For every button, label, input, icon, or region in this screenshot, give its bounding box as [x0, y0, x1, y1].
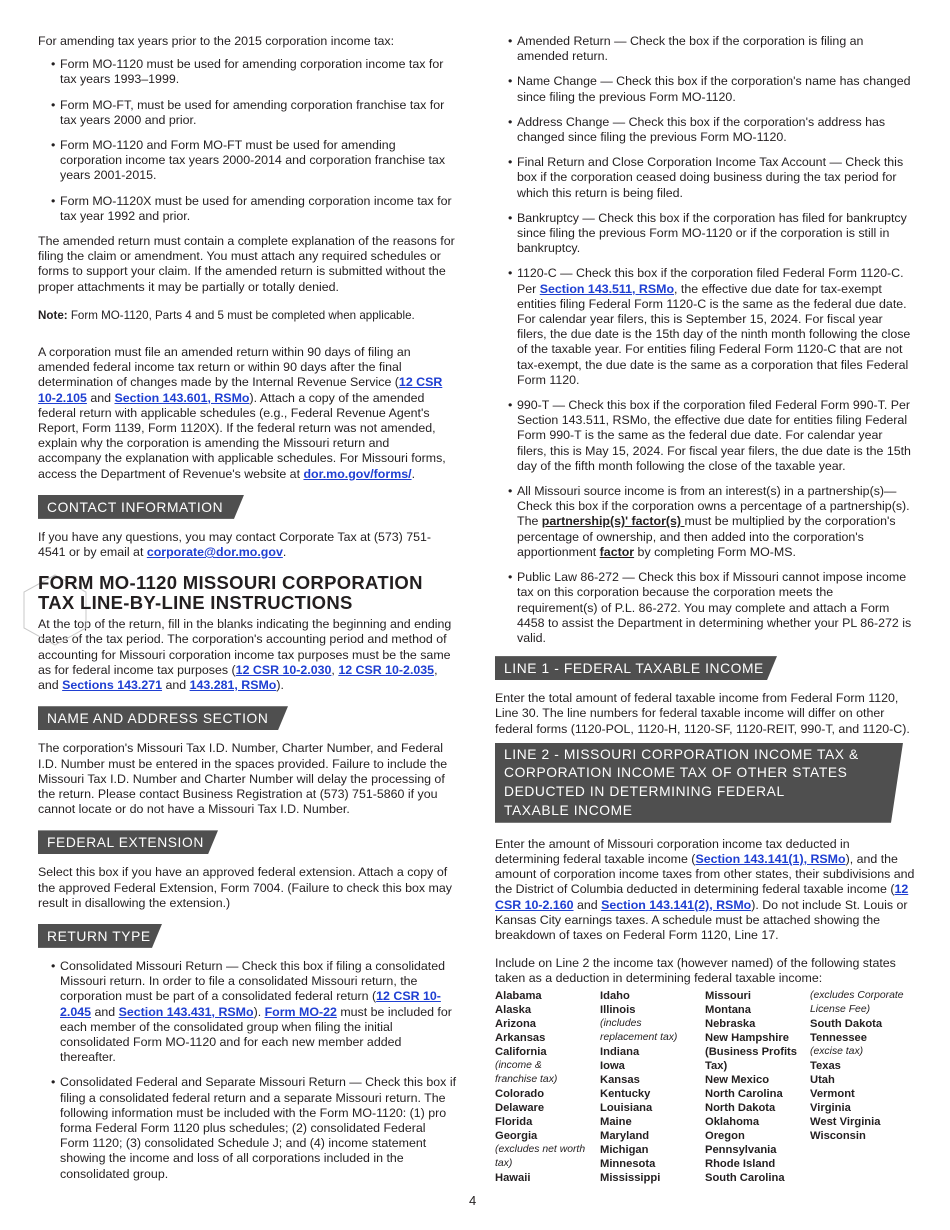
left-column	[38, 34, 456, 1192]
link-12csr10-2160[interactable]: 12 CSR 10-2.160	[495, 882, 909, 912]
state-name: Minnesota	[600, 1157, 656, 1170]
state-name: (Business Profits	[705, 1045, 798, 1058]
state-name: Oklahoma	[705, 1115, 760, 1128]
contact-paragraph: If you have any questions, you may contact Corporate Tax at (573) 751-4541 or by email at corporate@dor.mo.gov.	[38, 529, 432, 560]
state-name: Alabama	[495, 989, 542, 1002]
right-column	[495, 34, 915, 1185]
state-name: Texas	[810, 1059, 841, 1072]
state-name: Indiana	[600, 1045, 640, 1058]
state-note: (excludes net worth	[495, 1143, 586, 1155]
title-block	[38, 573, 456, 613]
state-name: Wisconsin	[810, 1129, 866, 1142]
state-name: California	[495, 1045, 547, 1058]
federal-extension-paragraph: Select this box if you have an approved federal extension. Attach a copy of the approved Federal Extension, Form 7004. (Failure to check this box may result in disallowing the extension.)	[38, 865, 452, 910]
link-section-143511[interactable]: Section 143.511, RSMo	[539, 281, 675, 296]
list-item: • Form MO-1120X must be used for amending corporation income tax for tax year 1992 and prior.	[51, 193, 452, 223]
state-name: Michigan	[600, 1143, 649, 1156]
federal-extension-header: FEDERAL EXTENSION	[38, 830, 456, 854]
state-note: franchise tax)	[495, 1073, 558, 1085]
email-link[interactable]: corporate@dor.mo.gov	[146, 545, 283, 560]
state-name: Utah	[810, 1073, 835, 1086]
states-column	[600, 989, 705, 1185]
link-sections-143271[interactable]: Sections 143.271	[62, 678, 163, 693]
states-intro: Include on Line 2 the income tax (however named) of the following states taken as a deduction in determining federal taxable income:	[495, 956, 896, 986]
list-item: • Form MO-1120 and Form MO-FT must be used for amending corporation income tax years 2000-2014 and corporation franchise tax years 2001-2015.	[51, 138, 446, 183]
state-note: (excludes Corporate	[810, 989, 904, 1001]
page-number: 4	[469, 1193, 477, 1208]
state-name: Tennessee	[810, 1031, 868, 1044]
return-type-header: RETURN TYPE	[38, 924, 456, 948]
state-name: Illinois	[600, 1003, 636, 1016]
states-column	[705, 989, 810, 1185]
page-title: FORM MO-1120 MISSOURI CORPORATION TAX LINE-BY-LINE INSTRUCTIONS	[38, 572, 423, 614]
state-name: Missouri	[705, 989, 752, 1002]
state-name: Oregon	[705, 1129, 745, 1142]
state-name: Georgia	[495, 1129, 538, 1142]
link-section-1431411[interactable]: Section 143.141(1), RSMo	[695, 851, 846, 866]
states-list	[495, 989, 915, 1185]
partnership-factors-term: partnership(s)' factor(s)	[541, 514, 685, 529]
line2-header: LINE 2 - MISSOURI CORPORATION INCOME TAX & CORPORATION INCOME TAX OF OTHER STATES DEDUCTED IN DETERMINING FEDERAL TAXABLE INCOME	[495, 743, 915, 823]
state-name: Kentucky	[600, 1087, 651, 1100]
link-12csr10-2105[interactable]: 12 CSR 10-2.105	[38, 375, 443, 405]
state-name: North Carolina	[705, 1087, 783, 1100]
state-name: Florida	[495, 1115, 533, 1128]
state-name: Arizona	[495, 1017, 537, 1030]
state-name: Vermont	[810, 1087, 855, 1100]
state-note: (income &	[495, 1059, 542, 1071]
state-name: Montana	[705, 1003, 751, 1016]
state-name: Kansas	[600, 1073, 640, 1086]
link-section-143601[interactable]: Section 143.601, RSMo	[114, 390, 250, 405]
name-address-paragraph: The corporation's Missouri Tax I.D. Number, Charter Number, and Federal I.D. Number must be entered in the spaces provided. Failure to include the Missouri Tax I.D. Number and Charter Number will delay the processing of the return. Please contact Business Registration at (573) 751-5860 if you cannot locate or do not have a Missouri Tax I.D. Number.	[38, 741, 448, 817]
link-form-mo22[interactable]: Form MO-22	[264, 1004, 337, 1019]
state-name: Virginia	[810, 1101, 851, 1114]
list-item: • Bankruptcy — Check this box if the corporation has filed for bankruptcy since filing the previous Form MO-1120 or if the corporation is still in bankruptcy.	[508, 210, 907, 256]
list-item: • Consolidated Missouri Return — Check this box if filing a consolidated Missouri return. In order to file a consolidated Missouri return, the corporation must be part of a consolidated federal return (12 CSR 10-2.045 and Section 143.431, RSMo). Form MO-22 must be included for each member of the consolidated group when filing the initial consolidated Form MO-1120 and for each new member added thereafter.	[51, 958, 452, 1065]
federal-amend-paragraph: A corporation must file an amended return within 90 days of filing an amended federal income tax return or within 90 days after the final determination of changes made by the Internal Revenue Service (12 CSR 10-2.105 and Section 143.601, RSMo). Attach a copy of the amended federal return with applicable schedules (e.g., Federal Revenue Agent's Report, Form 1139, Form 1120X). If the federal return was not amended, explain why the corporation is amending the Missouri return and accompany the explanation with applicable schedules. For Missouri forms, access the Department of Revenue's website at dor.mo.gov/forms/.	[38, 345, 446, 481]
name-address-header: NAME AND ADDRESS SECTION	[38, 706, 456, 730]
list-item: • Amended Return — Check the box if the corporation is filing an amended return.	[508, 34, 864, 64]
state-name: Arkansas	[495, 1031, 546, 1044]
state-name: Rhode Island	[705, 1157, 776, 1170]
state-name: Alaska	[495, 1003, 532, 1016]
contact-information-header: CONTACT INFORMATION	[38, 495, 456, 519]
state-name: Louisiana	[600, 1101, 653, 1114]
state-name: Pennsylvania	[705, 1143, 777, 1156]
list-item: • Form MO-FT, must be used for amending corporation franchise tax for tax years 2000 and prior.	[51, 97, 445, 127]
state-name: Nebraska	[705, 1017, 756, 1030]
top-of-return-paragraph: At the top of the return, fill in the blanks indicating the beginning and ending dates of the tax period. The corporation's accounting period and method of accounting for Missouri corporation income tax purposes must be the same as for federal income tax purposes (12 CSR 10-2.030, 12 CSR 10-2.035, and Sections 143.271 and 143.281, RSMo).	[38, 617, 452, 693]
state-note: License Fee)	[810, 1003, 871, 1015]
link-12csr10-2045[interactable]: 12 CSR 10-2.045	[60, 989, 441, 1019]
state-note: replacement tax)	[600, 1031, 678, 1043]
list-item: • Public Law 86-272 — Check this box if Missouri cannot impose income tax on this corporation because the corporation meets the requirement(s) of P.L. 86-272. You may complete and attach a Form 4458 to assist the Department in determining whether your PL 86-272 is valid.	[508, 570, 912, 645]
state-name: South Carolina	[705, 1171, 785, 1184]
state-name: Colorado	[495, 1087, 545, 1100]
state-name: West Virginia	[810, 1115, 881, 1128]
state-name: Idaho	[600, 989, 630, 1002]
amended-explanation: The amended return must contain a complete explanation of the reasons for filing the claim or amendment. You must attach any required schedules or forms to support your claim. If the amended return is submitted without the proper attachments it may be partially or totally denied.	[38, 234, 455, 294]
states-column	[810, 989, 915, 1185]
state-name: Maine	[600, 1115, 632, 1128]
list-item: • Address Change — Check this box if the corporation's address has changed since filing the previous Form MO-1120.	[508, 114, 886, 145]
state-note: (excise tax)	[810, 1045, 864, 1057]
state-name: New Hampshire	[705, 1031, 789, 1044]
list-item: • All Missouri source income is from an interest(s) in a partnership(s)— Check this box if the corporation owns a percentage of a partnership(s). The partnership(s)' factor(s) must be multiplied by the corporation's percentage of ownership, and then added into the corporation's apportionment factor by completing Form MO-MS.	[508, 484, 910, 559]
state-name: North Dakota	[705, 1101, 776, 1114]
state-name: Tax)	[705, 1059, 728, 1072]
note-paragraph: Note: Form MO-1120, Parts 4 and 5 must be completed when applicable.	[38, 308, 415, 322]
link-12csr10-2035[interactable]: 12 CSR 10-2.035	[338, 662, 435, 677]
link-12csr10-2030[interactable]: 12 CSR 10-2.030	[235, 662, 332, 677]
factor-term: factor	[599, 544, 635, 559]
amending-intro: For amending tax years prior to the 2015 corporation income tax:	[38, 34, 395, 48]
list-item: • Final Return and Close Corporation Income Tax Account — Check this box if the corporation ceased doing business during the tax period for which this return is being filed.	[508, 155, 904, 200]
state-name: South Dakota	[810, 1017, 883, 1030]
state-name: Maryland	[600, 1129, 650, 1142]
state-note: tax)	[495, 1157, 513, 1169]
list-item: • Form MO-1120 must be used for amending corporation income tax for tax years 1993–1999.	[51, 57, 444, 87]
list-item: • 990-T — Check this box if the corporation filed Federal Form 990-T. Per Section 143.511, RSMo, the effective due date for entities filing Federal Form 990-T is the same as the federal due date. For calendar year filers, this is May 15, 2024. For fiscal year filers, the due date is the 15th day of the fifth month following the close of the taxable year.	[508, 398, 911, 473]
states-column	[495, 989, 600, 1185]
line2-paragraph: Enter the amount of Missouri corporation income tax deducted in determining federal taxable income (Section 143.141(1), RSMo), and the amount of corporation income taxes from other states, their subdivisions and the District of Columbia deducted in determining federal taxable income (12 CSR 10-2.160 and Section 143.141(2), RSMo). Do not include St. Louis or Kansas City earnings taxes. A schedule must be attached showing the breakdown of taxes on Federal Form 1120, Line 17.	[495, 836, 915, 942]
list-item: • 1120-C — Check this box if the corporation filed Federal Form 1120-C. Per Section 143.511, RSMo, the effective due date for tax-exempt entities filing Federal Form 1120-C is the same as the federal due date. For calendar year filers, this is September 15, 2024. For fiscal year filers, the due date is the 15th day of the ninth month following the close of the taxable year. For entities filing Federal Form 1120-C that are not tax-exempt, the due date is the same as a corporation that files Federal Form 1120.	[508, 266, 911, 387]
link-section-1431412[interactable]: Section 143.141(2), RSMo	[601, 897, 752, 912]
link-dor-forms[interactable]: dor.mo.gov/forms/	[303, 466, 412, 481]
state-name: Delaware	[495, 1101, 545, 1114]
amending-list	[38, 57, 456, 224]
list-item: • Name Change — Check this box if the corporation's name has changed since filing the previous Form MO-1120.	[508, 74, 911, 104]
link-143281[interactable]: 143.281, RSMo	[189, 678, 277, 693]
line1-paragraph: Enter the total amount of federal taxable income from Federal Form 1120, Line 30. The line numbers for federal taxable income will differ on other federal forms (1120-POL, 1120-H, 1120-SF, 1120-REIT, 990-T, and 1120-C).	[495, 691, 910, 736]
state-name: Iowa	[600, 1059, 625, 1072]
state-name: Mississippi	[600, 1171, 661, 1184]
line1-header: LINE 1 - FEDERAL TAXABLE INCOME	[495, 656, 915, 680]
state-note: (includes	[600, 1017, 642, 1029]
state-name: Hawaii	[495, 1171, 531, 1184]
link-section-143431[interactable]: Section 143.431, RSMo	[118, 1004, 254, 1019]
list-item: • Consolidated Federal and Separate Missouri Return — Check this box if filing a consolidated federal return and a separate Missouri return. The following information must be included with the Form MO-1120: (1) pro forma Federal Form 1120 plus schedules; (2) consolidated Federal Form 1120; (3) consolidated Schedule J; and (4) income statement showing the income and loss of all corporations included in the consolidated group.	[51, 1075, 457, 1181]
state-name: New Mexico	[705, 1073, 770, 1086]
